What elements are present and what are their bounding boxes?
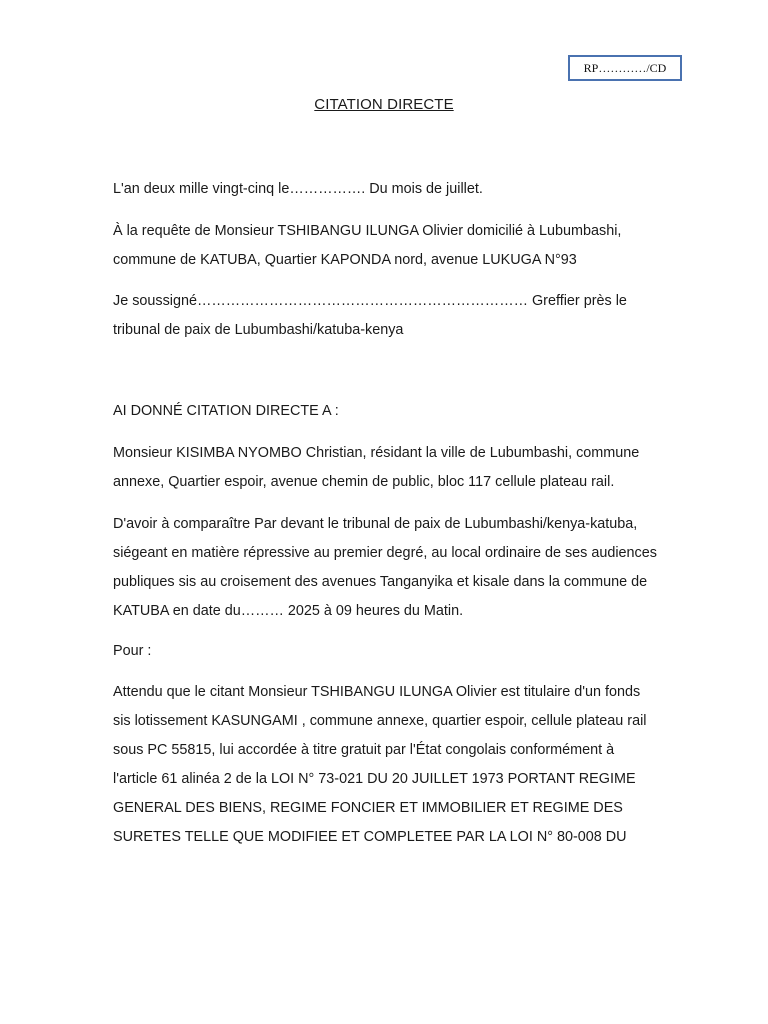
greffier-text: Je soussigné…………………………………………………………… Greffier près le tribunal de paix de Lubumbashi/katuba-kenya (113, 293, 627, 338)
attendu-paragraph (113, 678, 658, 852)
requete-text: À la requête de Monsieur TSHIBANGU ILUNGA Olivier domicilié à Lubumbashi, commune de KATUBA, Quartier KAPONDA nord, avenue LUKUGA N°93 (113, 223, 622, 268)
defendeur-text: Monsieur KISIMBA NYOMBO Christian, résidant la ville de Lubumbashi, commune annexe, Quartier espoir, avenue chemin de public, bloc 117 cellule plateau rail. (113, 445, 640, 490)
ai-donne-heading (113, 397, 658, 426)
attendu-text: Attendu que le citant Monsieur TSHIBANGU ILUNGA Olivier est titulaire d'un fonds sis lotissement KASUNGAMI , commune annexe, quartier espoir, cellule plateau rail sous PC 55815, lui accordée à titre gratuit par l'État congolais conformément à l'article 61 alinéa 2 de la LOI N° 73-021 DU 20 JUILLET 1973 PORTANT REGIME GENERAL DES BIENS, REGIME FONCIER ET IMMOBILIER ET REGIME DES SURETES TELLE QUE MODIFIEE ET COMPLETEE PAR LA LOI N° 80-008 DU (113, 684, 647, 845)
defendeur-paragraph (113, 439, 658, 497)
pour-text: Pour : (113, 643, 152, 659)
reference-number-box: RP…………/CD (568, 55, 682, 81)
document-title: CITATION DIRECTE (314, 96, 454, 113)
comparaitre-paragraph (113, 510, 658, 626)
intro-text: L'an deux mille vingt-cinq le……………. Du mois de juillet. (113, 181, 483, 197)
comparaitre-text: D'avoir à comparaître Par devant le tribunal de paix de Lubumbashi/kenya-katuba, siégeant en matière répressive au premier degré, au local ordinaire de ses audiences publiques sis au croisement des avenues Tanganyika et kisale dans la commune de KATUBA en date du……… 2025 à 09 heures du Matin. (113, 516, 657, 619)
greffier-paragraph (113, 287, 658, 345)
intro-paragraph (113, 175, 658, 204)
ai-donne-text: AI DONNÉ CITATION DIRECTE A : (113, 403, 339, 419)
requete-paragraph (113, 217, 658, 275)
pour-heading (113, 637, 658, 666)
